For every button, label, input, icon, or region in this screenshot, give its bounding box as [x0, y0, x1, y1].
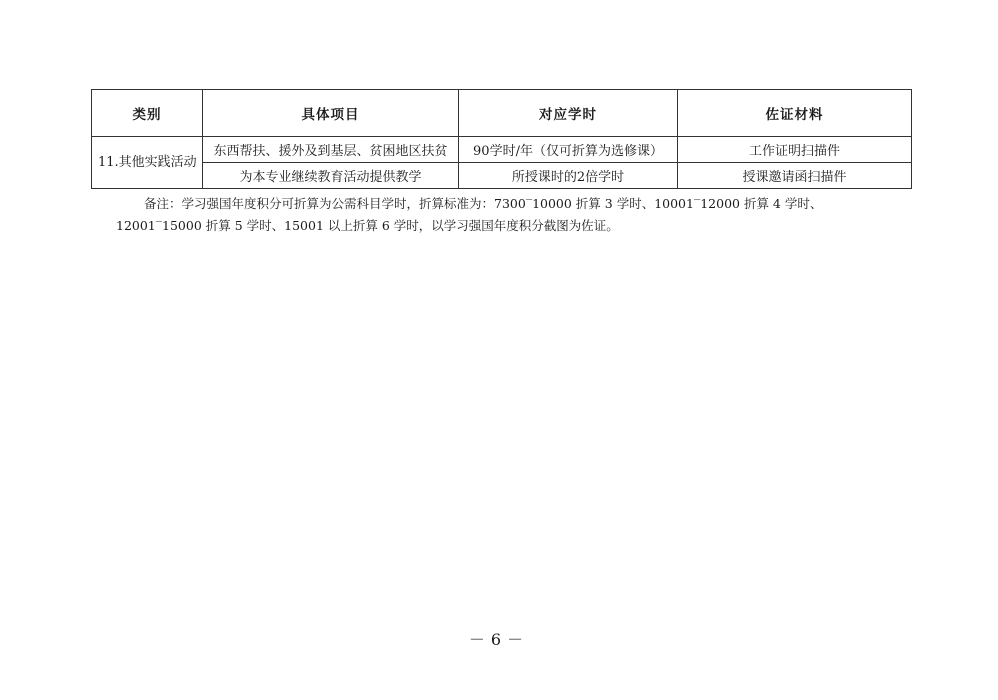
header-item: 具体项目: [203, 90, 459, 137]
remark-line-2: 12001‾15000 折算 5 学时、15001 以上折算 6 学时，以学习强国年度积分截图为佐证。: [116, 218, 619, 233]
evidence-cell: 授课邀请函扫描件: [678, 163, 912, 189]
remark-note: [118, 193, 908, 237]
table-row: [92, 163, 912, 189]
category-cell: 11.其他实践活动: [92, 137, 203, 189]
hours-cell: 90学时/年（仅可折算为选修课）: [459, 137, 678, 163]
table-row: [92, 137, 912, 163]
evidence-cell: 工作证明扫描件: [678, 137, 912, 163]
practice-activities-table: [91, 89, 912, 189]
hours-cell: 所授课时的2倍学时: [459, 163, 678, 189]
item-cell: 东西帮扶、援外及到基层、贫困地区扶贫: [203, 137, 459, 163]
item-cell: 为本专业继续教育活动提供教学: [203, 163, 459, 189]
table-header-row: [92, 90, 912, 137]
header-hours: 对应学时: [459, 90, 678, 137]
header-category: 类别: [92, 90, 203, 137]
remark-line-1: 备注：学习强国年度积分可折算为公需科目学时，折算标准为：7300‾10000 折算 3 学时、10001‾12000 折算 4 学时、: [144, 196, 823, 211]
header-evidence: 佐证材料: [678, 90, 912, 137]
page-number: －6－: [468, 630, 530, 649]
